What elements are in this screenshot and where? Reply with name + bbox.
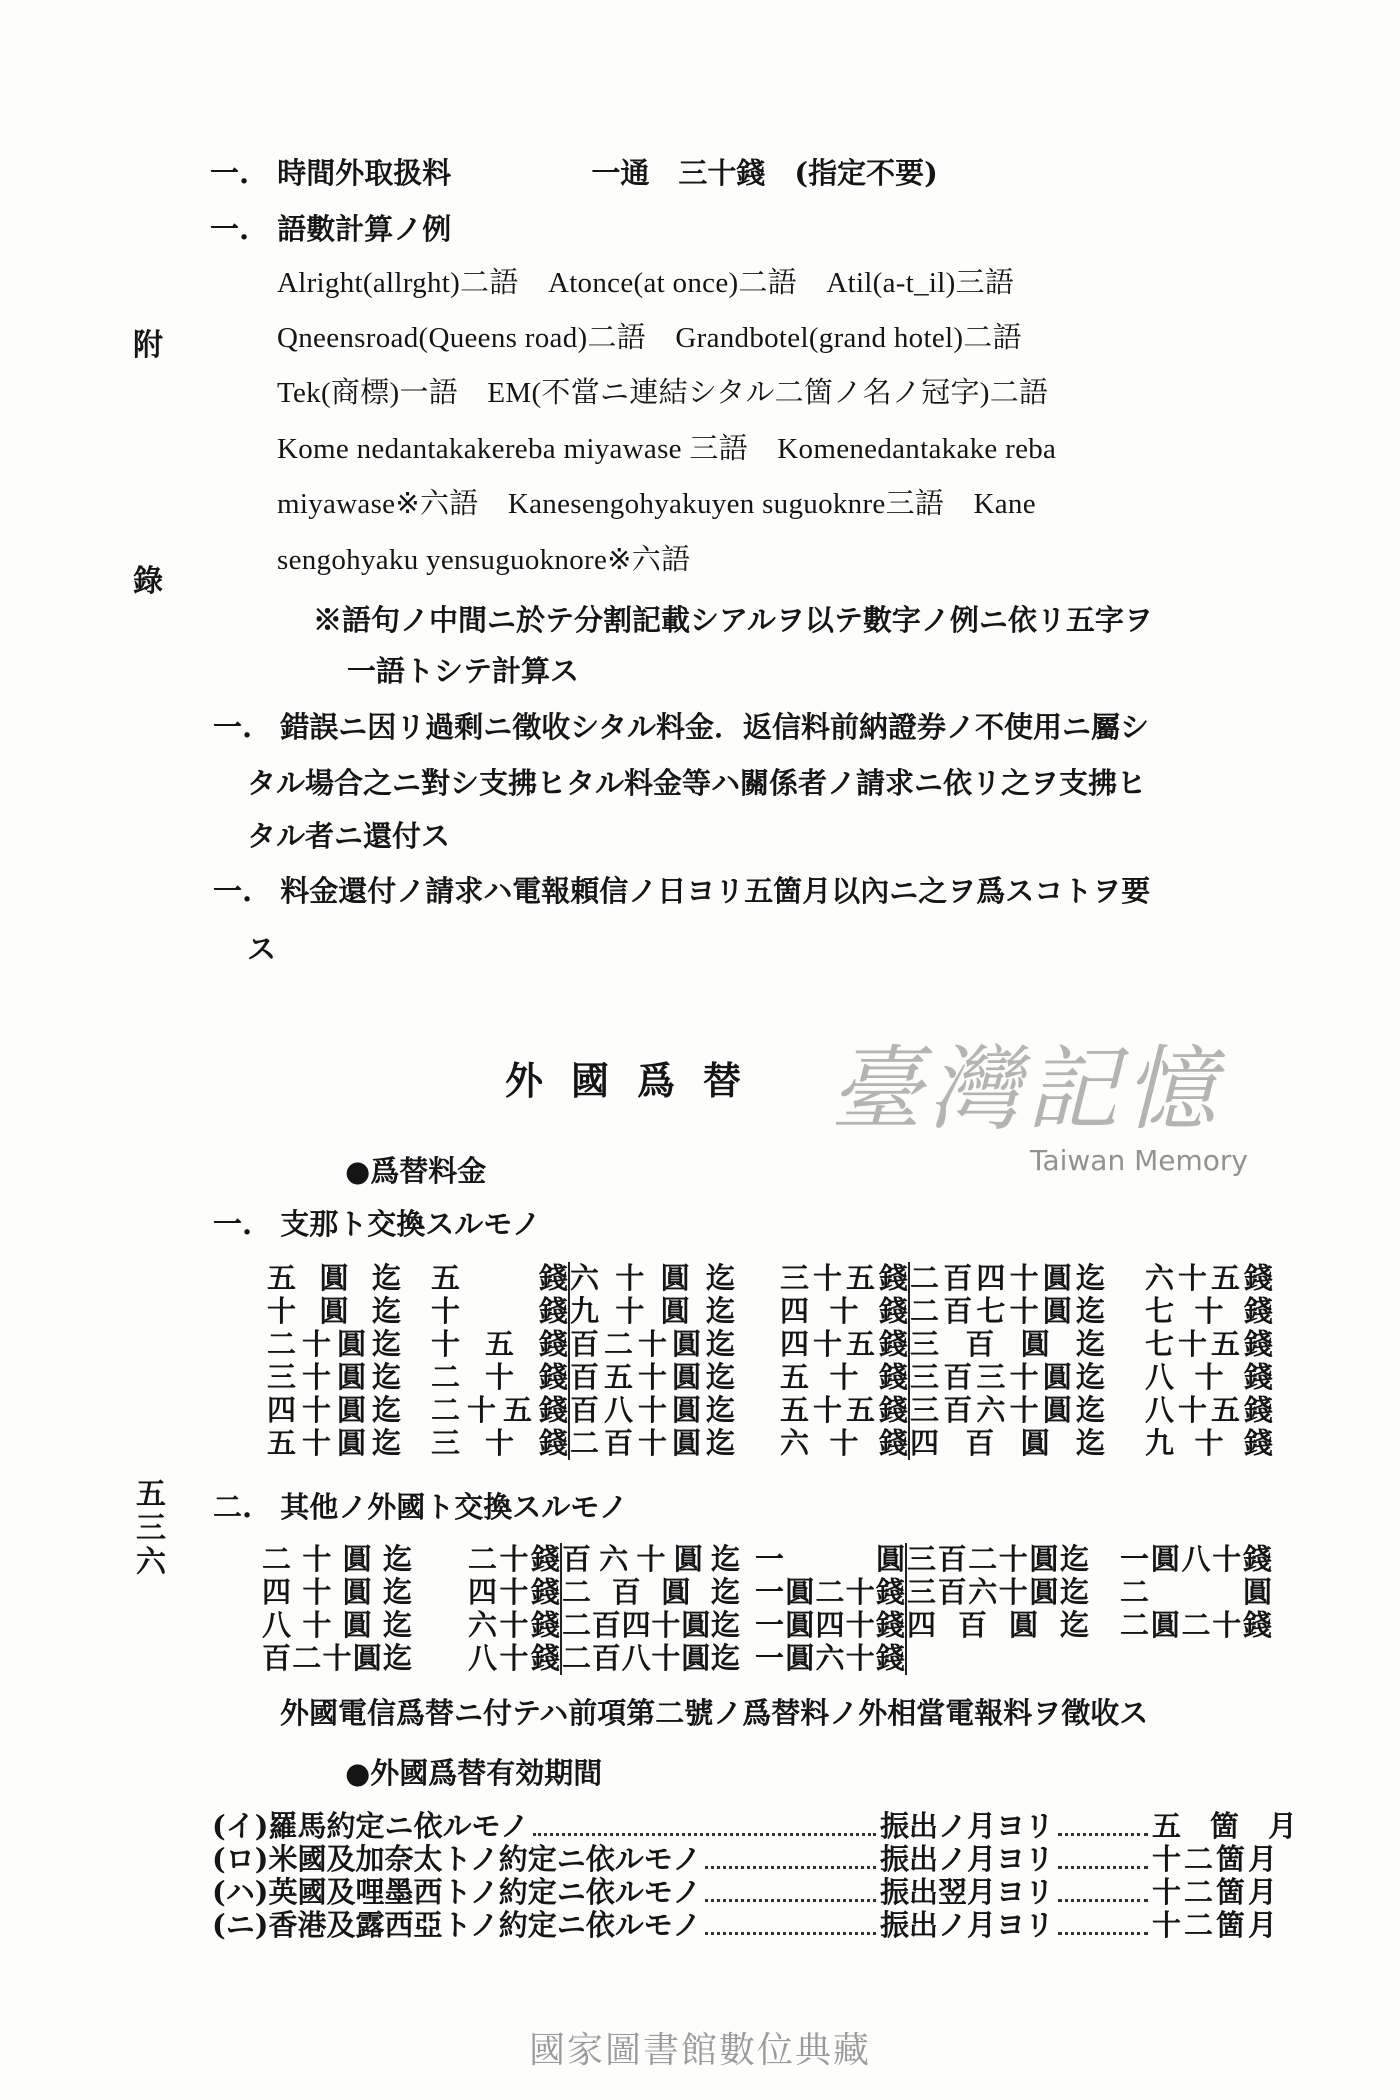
leader-dots	[705, 1866, 876, 1869]
validity-period: 五 箇 月	[1152, 1809, 1298, 1843]
validity-row	[212, 1876, 1277, 1909]
amount-cell: 二十圓迄	[267, 1327, 401, 1361]
table-row	[262, 1576, 1272, 1609]
fee-group	[267, 1295, 570, 1328]
fee-cell: 六十五錢	[1145, 1261, 1273, 1295]
fee-group	[262, 1642, 562, 1675]
bullet: 一.	[210, 156, 250, 190]
bullet: 一.	[213, 874, 253, 908]
example-line: Qneensroad(Queens road)二語 Grandbotel(grand hotel)二語	[277, 322, 1022, 354]
validity-mark: (ニ)	[212, 1908, 269, 1942]
fee-cell: 五十錢	[780, 1360, 908, 1394]
validity-mark: (ハ)	[212, 1875, 269, 1909]
validity-mark: (イ)	[212, 1809, 269, 1843]
amount-cell: 三百六十圓迄	[910, 1393, 1105, 1427]
fee-cell: 十五錢	[431, 1327, 568, 1361]
bullet: 二.	[213, 1490, 253, 1524]
fee-cell: 二圓二十錢	[1120, 1608, 1272, 1642]
fee-cell: 十 錢	[431, 1294, 568, 1328]
validity-period: 十二箇月	[1152, 1842, 1277, 1876]
amount-cell: 四百圓迄	[907, 1608, 1089, 1642]
example-line: Alright(allrght)二語 Atonce(at once)二語 Atil(a-t_il)三語	[277, 267, 1015, 299]
fee-group	[267, 1394, 570, 1427]
validity-mark: (ロ)	[212, 1842, 269, 1876]
fee-cell: 六十錢	[780, 1426, 908, 1460]
other-label: 其他ノ外國ト交換スルモノ	[280, 1490, 628, 1524]
watermark-logo	[830, 1036, 1280, 1180]
leader-dots	[705, 1899, 876, 1902]
amount-cell: 二百圓迄	[562, 1575, 740, 1609]
amount-cell: 三百圓迄	[910, 1327, 1105, 1361]
fee-cell: 六十錢	[468, 1608, 560, 1642]
validity-list	[212, 1809, 1298, 1942]
amount-cell: 五十圓迄	[267, 1426, 401, 1460]
fee-cell: 五 錢	[431, 1261, 568, 1295]
validity-heading: ●外國爲替有効期間	[345, 1756, 603, 1790]
refund-line: タル場合之ニ對シ支拂ヒタル料金等ハ關係者ノ請求ニ依リ之ヲ支拂ヒ	[247, 766, 1147, 800]
fee-group	[907, 1609, 1272, 1642]
table-row	[267, 1328, 1273, 1361]
amount-cell: 百八十圓迄	[570, 1393, 735, 1427]
fee-group	[907, 1642, 1272, 1675]
fee-group	[262, 1609, 562, 1642]
amount-cell: 三百二十圓迄	[907, 1542, 1089, 1576]
fee-group	[267, 1361, 570, 1394]
table-row	[267, 1361, 1273, 1394]
note-line: 一語トシテ計算ス	[347, 654, 580, 688]
china-fee-table	[267, 1262, 1273, 1460]
watermark-english: Taiwan Memory	[1030, 1144, 1248, 1177]
fee-group	[267, 1328, 570, 1361]
amount-cell: 二百七十圓迄	[910, 1294, 1105, 1328]
validity-row	[212, 1843, 1277, 1876]
fee-group	[570, 1394, 910, 1427]
telegraph-note: 外國電信爲替ニ付テハ前項第二號ノ爲替料ノ外相當電報料ヲ徵收ス	[280, 1696, 1149, 1730]
table-row	[267, 1394, 1273, 1427]
amount-cell: 十圓迄	[267, 1294, 401, 1328]
section-title: 外國爲替	[505, 1058, 770, 1103]
other-heading	[213, 1489, 628, 1525]
table-row	[262, 1609, 1272, 1642]
other-fee-table	[262, 1543, 1272, 1675]
fee-cell: 四十錢	[468, 1575, 560, 1609]
amount-cell	[907, 1642, 1089, 1675]
fee-group	[907, 1543, 1272, 1576]
fee-group	[267, 1262, 570, 1295]
fee-cell	[1120, 1642, 1272, 1675]
fee-cell: 三十五錢	[780, 1261, 908, 1295]
amount-cell: 百五十圓迄	[570, 1360, 735, 1394]
refund-line: タル者ニ還付ス	[247, 819, 451, 853]
leader-dots	[1058, 1866, 1148, 1869]
fee-group	[910, 1328, 1273, 1361]
refund-line: ス	[247, 932, 277, 966]
appendix-marker-roku: 錄	[133, 564, 163, 599]
amount-cell: 百二十圓迄	[262, 1641, 412, 1675]
fee-cell: 九十錢	[1145, 1426, 1273, 1460]
validity-from: 振出ノ月ヨリ	[879, 1842, 1054, 1876]
bullet: 一.	[213, 1207, 253, 1241]
amount-cell: 二百十圓迄	[570, 1426, 735, 1460]
china-label: 支那ト交換スルモノ	[280, 1207, 541, 1241]
amount-cell: 六十圓迄	[570, 1261, 735, 1295]
fee-cell: 二十錢	[468, 1542, 560, 1576]
china-heading	[213, 1206, 541, 1242]
fee-group	[570, 1262, 910, 1295]
amount-cell: 三百三十圓迄	[910, 1360, 1105, 1394]
amount-cell: 二百八十圓迄	[562, 1641, 740, 1675]
fee-group	[910, 1262, 1273, 1295]
fee-cell: 二十錢	[431, 1360, 568, 1394]
fee-cell: 七十五錢	[1145, 1327, 1273, 1361]
fee-cell: 一圓六十錢	[755, 1641, 905, 1675]
fee-group	[910, 1295, 1273, 1328]
appendix-marker-fu: 附	[133, 328, 163, 363]
watermark-text: 臺灣記憶	[830, 1036, 1223, 1143]
table-row	[262, 1543, 1272, 1576]
fee-group	[562, 1576, 907, 1609]
amount-cell: 九十圓迄	[570, 1294, 735, 1328]
fee-cell: 八十錢	[468, 1641, 560, 1675]
fee-group	[910, 1427, 1273, 1460]
leader-dots	[533, 1833, 876, 1836]
validity-name: 羅馬約定ニ依ルモノ	[268, 1809, 530, 1843]
fee-cell: 四十錢	[780, 1294, 908, 1328]
fee-cell: 一 圓	[755, 1542, 905, 1576]
amount-cell: 二十圓迄	[262, 1542, 412, 1576]
amount-cell: 百二十圓迄	[570, 1327, 735, 1361]
fee-cell: 四十五錢	[780, 1327, 908, 1361]
fee-group	[907, 1576, 1272, 1609]
amount-cell: 百六十圓迄	[562, 1542, 740, 1576]
refund-line: 料金還付ノ請求ハ電報頼信ノ日ヨリ五箇月以內ニ之ヲ爲スコトヲ要	[280, 874, 1151, 908]
fee-cell: 八十五錢	[1145, 1393, 1273, 1427]
validity-name: 米國及加奈太トノ約定ニ依ルモノ	[268, 1842, 702, 1876]
footer-credit: 國家圖書館數位典藏	[528, 2030, 871, 2071]
leader-dots	[1058, 1932, 1148, 1935]
fee-group	[570, 1295, 910, 1328]
fee-group	[570, 1328, 910, 1361]
fee-heading: ●爲替料金	[345, 1154, 487, 1188]
leader-dots	[1058, 1899, 1148, 1902]
validity-row	[212, 1809, 1298, 1843]
amount-cell: 八十圓迄	[262, 1608, 412, 1642]
fee-group	[562, 1642, 907, 1675]
amount-cell: 五圓迄	[267, 1261, 401, 1295]
fee-group	[562, 1609, 907, 1642]
refund-clause-2	[213, 873, 1150, 909]
fee-group	[910, 1361, 1273, 1394]
fee-cell: 一圓八十錢	[1120, 1542, 1272, 1576]
fee-group	[570, 1427, 910, 1460]
table-row	[267, 1262, 1273, 1295]
overtime-label: 時間外取扱料	[277, 156, 452, 190]
fee-cell: 八十錢	[1145, 1360, 1273, 1394]
refund-clause-1	[213, 709, 1149, 745]
validity-from: 振出ノ月ヨリ	[879, 1908, 1054, 1942]
bullet: 一.	[213, 710, 253, 744]
bullet: 一.	[210, 212, 250, 246]
leader-dots	[1058, 1833, 1148, 1836]
table-row	[262, 1642, 1272, 1675]
fee-group	[910, 1394, 1273, 1427]
fee-group	[570, 1361, 910, 1394]
amount-cell: 四百圓迄	[910, 1426, 1105, 1460]
amount-cell: 四十圓迄	[262, 1575, 412, 1609]
fee-group	[562, 1543, 907, 1576]
fee-cell: 二 圓	[1120, 1575, 1272, 1609]
amount-cell: 二百四十圓迄	[910, 1261, 1105, 1295]
wordcount-label: 語數計算ノ例	[277, 212, 452, 246]
validity-name: 香港及露西亞トノ約定ニ依ルモノ	[268, 1908, 702, 1942]
refund-line: 錯誤ニ因リ過剩ニ徵收シタル料金．返信料前納證券ノ不使用ニ屬シ	[280, 710, 1150, 744]
fee-cell: 五十五錢	[780, 1393, 908, 1427]
example-line: sengohyaku yensuguoknore※六語	[277, 544, 691, 576]
fee-cell: 三十錢	[431, 1426, 568, 1460]
fee-cell: 七十錢	[1145, 1294, 1273, 1328]
leader-dots	[705, 1932, 876, 1935]
validity-period: 十二箇月	[1152, 1908, 1277, 1942]
fee-cell: 一圓二十錢	[755, 1575, 905, 1609]
example-line: Kome nedantakakereba miyawase 三語 Komenedantakake reba	[277, 433, 1057, 465]
validity-name: 英國及哩墨西トノ約定ニ依ルモノ	[268, 1875, 702, 1909]
validity-row	[212, 1909, 1277, 1942]
wordcount-heading	[210, 211, 451, 247]
note-line: ※語句ノ中間ニ於テ分割記載シアルヲ以テ數字ノ例ニ依リ五字ヲ	[313, 603, 1153, 637]
validity-from: 振出翌月ヨリ	[879, 1875, 1054, 1909]
fee-cell: 一圓四十錢	[755, 1608, 905, 1642]
amount-cell: 三十圓迄	[267, 1360, 401, 1394]
page-number: 五三六	[136, 1477, 166, 1580]
fee-group	[262, 1576, 562, 1609]
example-line: Tek(商標)一語 EM(不當ニ連結シタル二箇ノ名ノ冠字)二語	[277, 377, 1049, 409]
table-row	[267, 1427, 1273, 1460]
amount-cell: 四十圓迄	[267, 1393, 401, 1427]
overtime-fee-line	[210, 155, 938, 191]
fee-group	[262, 1543, 562, 1576]
validity-period: 十二箇月	[1152, 1875, 1277, 1909]
fee-cell: 二十五錢	[431, 1393, 568, 1427]
overtime-fee: 一通 三十錢 (指定不要)	[591, 156, 938, 190]
table-row	[267, 1295, 1273, 1328]
amount-cell: 三百六十圓迄	[907, 1575, 1089, 1609]
amount-cell: 二百四十圓迄	[562, 1608, 740, 1642]
validity-from: 振出ノ月ヨリ	[879, 1809, 1054, 1843]
example-line: miyawase※六語 Kanesengohyakuyen suguoknre三語 Kane	[277, 488, 1036, 520]
fee-group	[267, 1427, 570, 1460]
